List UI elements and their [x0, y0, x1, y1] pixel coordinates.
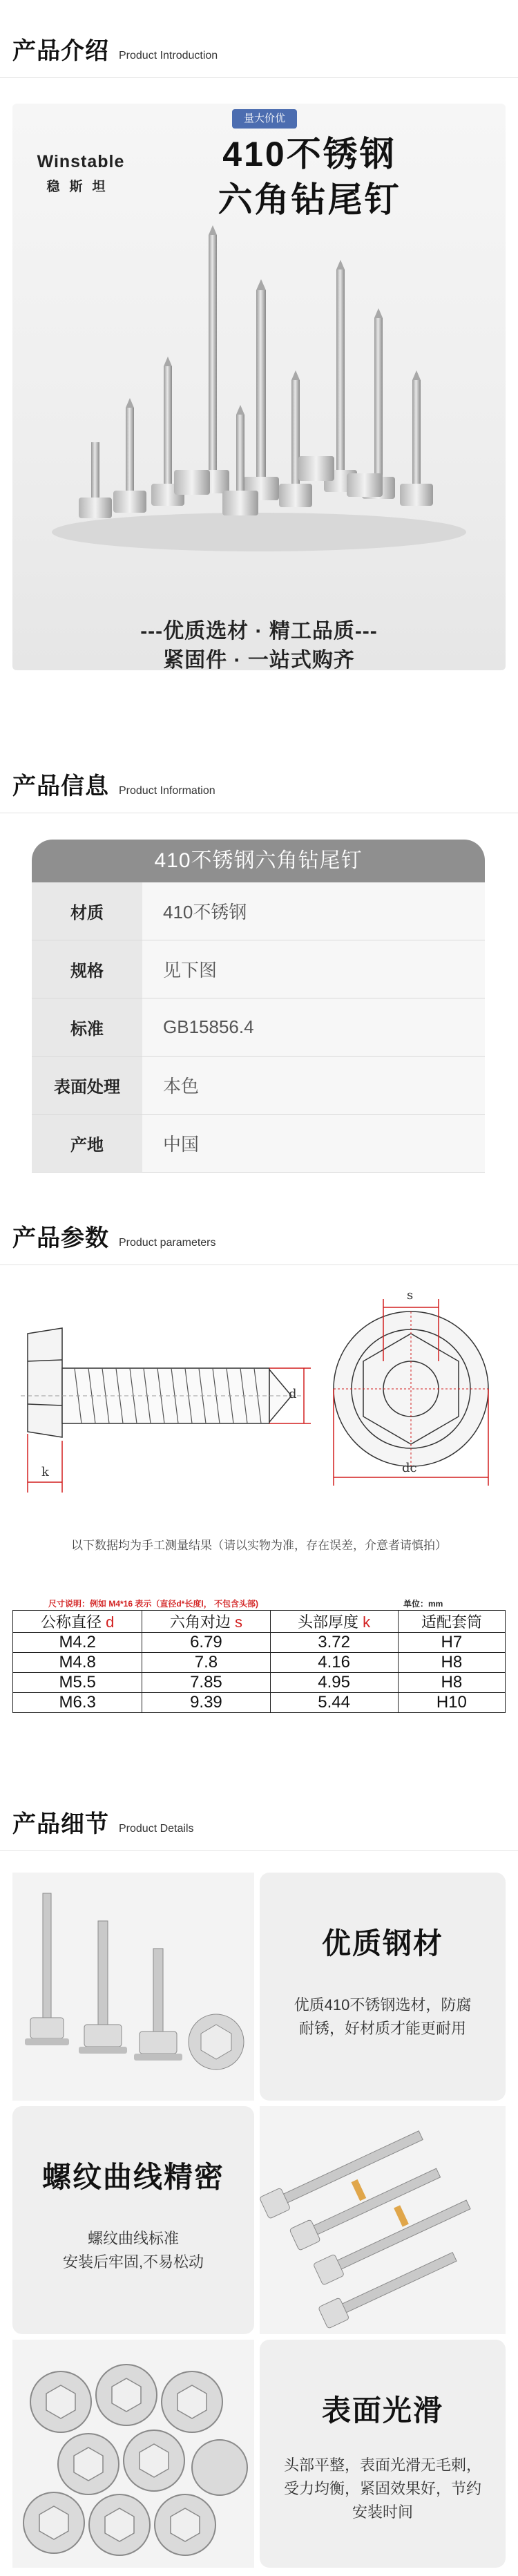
detail-card-3	[260, 2340, 506, 2568]
cell-socket: H10	[398, 1693, 505, 1713]
info-key: 产地	[32, 1115, 142, 1172]
detail-title: 优质钢材	[321, 1927, 443, 1960]
table-row	[32, 882, 485, 940]
cell-size: M5.5	[13, 1673, 142, 1693]
detail-card-1	[260, 1873, 506, 2101]
promo-badge: 量大价优	[232, 109, 297, 129]
cell-k: 4.16	[270, 1653, 398, 1673]
cell-socket: H7	[398, 1633, 505, 1653]
cell-s: 7.8	[142, 1653, 270, 1673]
info-value: 见下图	[142, 940, 485, 998]
section-title-cn: 产品信息	[12, 773, 109, 799]
cell-k: 4.95	[270, 1673, 398, 1693]
unit-caption: 单位：mm	[403, 1599, 443, 1609]
detail-title: 螺纹曲线精密	[41, 2161, 224, 2193]
section-header-params	[12, 1219, 216, 1253]
table-row	[32, 1115, 485, 1173]
detail-desc: 螺纹曲线标准 安装后牢固,不易松动	[62, 2230, 204, 2271]
table-row	[32, 1057, 485, 1115]
info-key: 表面处理	[32, 1057, 142, 1114]
hero-slogan-2: 紧固件 · 一站式购齐	[163, 649, 355, 670]
cell-size: M4.2	[13, 1633, 142, 1653]
col-header: 六角对边 s	[142, 1611, 270, 1633]
col-header: 适配套筒	[398, 1611, 505, 1633]
section-title-en: Product Introduction	[119, 50, 218, 61]
table-row	[32, 940, 485, 998]
hero-slogan-1: ---优质选材 · 精工品质---	[140, 620, 378, 643]
detail-desc: 优质410不锈钢选材，防腐 耐锈，好材质才能更耐用	[294, 1996, 472, 2037]
detail-photo-screw-heads	[12, 2340, 254, 2568]
table-header-row	[13, 1611, 506, 1633]
detail-desc: 头部平整，表面光滑无毛刺， 受力均衡，紧固效果好，节约 安装时间	[283, 2456, 481, 2521]
section-header-details	[12, 1805, 194, 1839]
cell-size: M6.3	[13, 1693, 142, 1713]
divider	[0, 77, 518, 78]
dim-label-k: k	[41, 1465, 49, 1479]
table-row	[13, 1673, 506, 1693]
info-table-title: 410不锈钢六角钻尾钉	[32, 840, 485, 882]
section-title-en: Product parameters	[119, 1237, 216, 1249]
info-value: 本色	[142, 1057, 485, 1114]
section-header-info	[12, 767, 215, 801]
table-row	[13, 1693, 506, 1713]
detail-photo-screws-lineup	[12, 1873, 254, 2101]
size-table	[12, 1610, 506, 1713]
info-value: GB15856.4	[142, 998, 485, 1056]
cell-k: 3.72	[270, 1633, 398, 1653]
section-title-en: Product Details	[119, 1823, 194, 1835]
section-title-cn: 产品参数	[12, 1225, 109, 1251]
dim-label-dc: dc	[402, 1461, 417, 1475]
col-header: 公称直径 d	[13, 1611, 142, 1633]
info-key: 规格	[32, 940, 142, 998]
size-caption: 尺寸说明：例如 M4*16 表示（直径d*长度l， 不包含头部)	[48, 1599, 259, 1609]
cell-socket: H8	[398, 1653, 505, 1673]
cell-size: M4.8	[13, 1653, 142, 1673]
measurement-note: 以下数据均为手工测量结果（请以实物为准，存在误差，介意者请慎拍）	[71, 1539, 447, 1552]
hero-title-line1: 410不锈钢	[222, 135, 396, 173]
cell-s: 9.39	[142, 1693, 270, 1713]
section-header-intro	[12, 32, 218, 66]
brand-name-cn: 稳斯坦	[46, 180, 115, 194]
section-title-cn: 产品细节	[12, 1811, 109, 1837]
table-row	[13, 1633, 506, 1653]
detail-photo-screws-pile	[260, 2106, 506, 2334]
section-title-en: Product Information	[119, 785, 215, 797]
col-header: 头部厚度 k	[270, 1611, 398, 1633]
cell-s: 6.79	[142, 1633, 270, 1653]
divider	[0, 1850, 518, 1851]
detail-card-2	[12, 2106, 254, 2334]
dimension-diagram	[21, 1285, 497, 1513]
screws-photo	[12, 207, 506, 567]
dim-label-s: s	[407, 1288, 414, 1303]
product-info-table	[32, 840, 485, 1174]
info-value: 410不锈钢	[142, 882, 485, 940]
cell-s: 7.85	[142, 1673, 270, 1693]
cell-socket: H8	[398, 1673, 505, 1693]
hero-title-line2: 六角钻尾钉	[218, 180, 401, 219]
info-key: 材质	[32, 882, 142, 940]
info-key: 标准	[32, 998, 142, 1056]
table-row	[13, 1653, 506, 1673]
table-row	[32, 998, 485, 1057]
dim-label-d: d	[289, 1387, 297, 1401]
cell-k: 5.44	[270, 1693, 398, 1713]
detail-title: 表面光滑	[321, 2394, 443, 2427]
brand-name-en: Winstable	[37, 152, 125, 171]
hero-banner	[12, 104, 506, 670]
section-title-cn: 产品介绍	[12, 38, 109, 64]
info-value: 中国	[142, 1115, 485, 1172]
brand-logo	[22, 152, 140, 195]
